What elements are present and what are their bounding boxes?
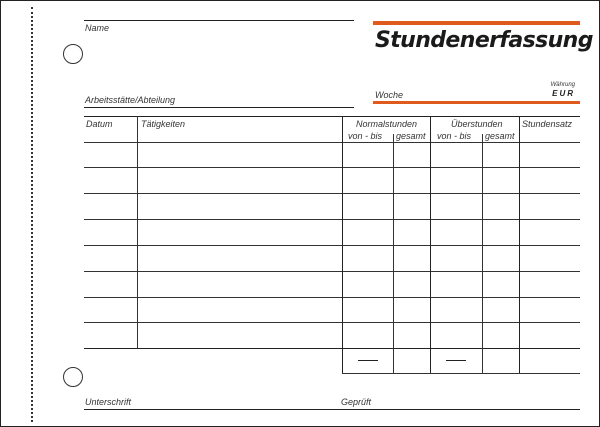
header-overtime-from-to: von - bis (437, 131, 472, 141)
header-regular-from-to: von - bis (348, 131, 383, 141)
overtime-total-dash (446, 360, 466, 361)
name-field-line[interactable] (84, 20, 354, 21)
header-hourly-rate: Stundensatz (522, 119, 573, 129)
col-divider-regular (430, 116, 431, 373)
punch-hole-bottom (63, 367, 83, 387)
table-row-line (84, 322, 580, 323)
week-label: Woche (375, 90, 404, 100)
punch-hole-top (63, 44, 83, 64)
header-date: Datum (86, 119, 113, 129)
table-row-line (84, 297, 580, 298)
col-divider-regular-fromto (393, 134, 394, 373)
col-divider-overtime-fromto (482, 134, 483, 373)
header-overtime-total: gesamt (485, 131, 515, 141)
header-overtime: Überstunden (451, 119, 503, 129)
table-bottom-border (342, 373, 580, 374)
currency-value: EUR (552, 89, 575, 98)
header-regular-hours: Normalstunden (356, 119, 418, 129)
header-regular-total: gesamt (396, 131, 426, 141)
col-divider-overtime (519, 116, 520, 373)
name-label: Name (85, 23, 110, 33)
form-title: Stundenerfassung (375, 28, 593, 53)
table-row-line (84, 167, 580, 168)
checked-label: Geprüft (341, 397, 372, 407)
title-accent-bar (373, 21, 580, 25)
workplace-field-line[interactable] (84, 107, 354, 108)
col-divider-date (137, 116, 138, 348)
table-row-line (84, 193, 580, 194)
header-activities: Tätigkeiten (141, 119, 186, 129)
table-row-line (84, 271, 580, 272)
table-total-line (84, 348, 580, 349)
workplace-label: Arbeitsstätte/Abteilung (85, 95, 176, 105)
perforation-line (31, 7, 33, 422)
table-row-line (84, 219, 580, 220)
time-table (84, 116, 580, 373)
signature-line[interactable] (84, 409, 580, 410)
table-top-border (84, 116, 580, 117)
col-divider-activities (342, 116, 343, 373)
week-field-line[interactable] (373, 101, 580, 104)
table-row-line (84, 245, 580, 246)
regular-total-dash (358, 360, 378, 361)
signature-label: Unterschrift (85, 397, 132, 407)
table-row-line (84, 142, 580, 143)
currency-label: Währung (550, 82, 575, 88)
